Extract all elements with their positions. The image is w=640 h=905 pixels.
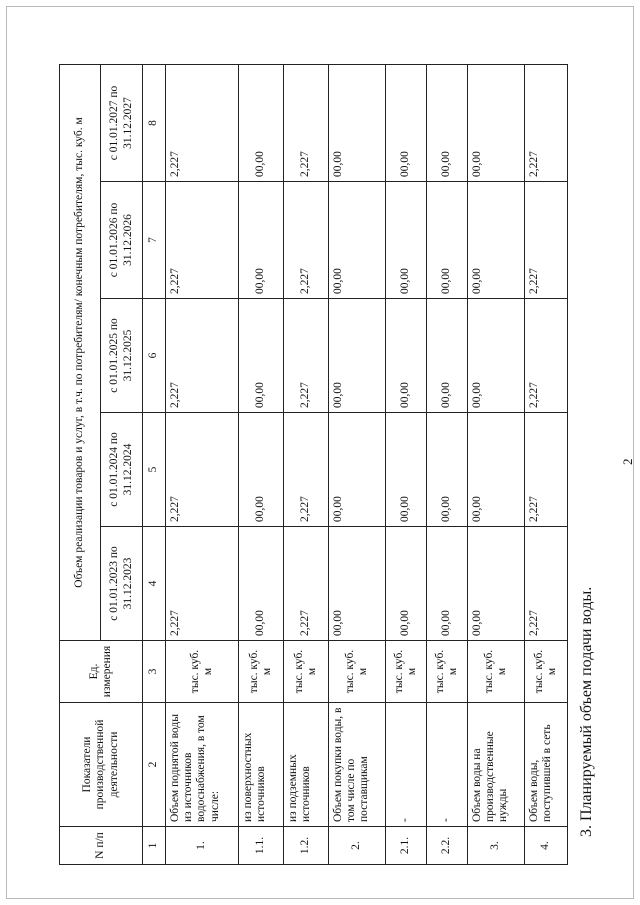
- row-value: 00,00: [239, 299, 284, 413]
- row-value: 2,227: [284, 64, 329, 181]
- row-value: 2,227: [525, 182, 568, 299]
- table-row: [239, 64, 284, 864]
- row-unit: тыс. куб. м: [386, 641, 427, 703]
- row-value: 00,00: [329, 527, 386, 641]
- row-value: 2,227: [525, 299, 568, 413]
- header-period: с 01.01.2026 по 31.12.2026: [101, 182, 143, 299]
- column-number: 4: [143, 527, 166, 641]
- header-indicator: Показатели производственной деятельности: [60, 703, 143, 827]
- row-number: 3.: [468, 827, 525, 865]
- row-unit: тыс. куб. м: [427, 641, 468, 703]
- row-value: 00,00: [386, 527, 427, 641]
- row-value: 00,00: [329, 299, 386, 413]
- page-number: 2: [620, 458, 635, 465]
- row-number: 1.2.: [284, 827, 329, 865]
- row-value: 00,00: [427, 527, 468, 641]
- table-row: [427, 64, 468, 864]
- row-value: 00,00: [329, 182, 386, 299]
- row-indicator: Объем воды на производственные нужды: [468, 703, 525, 827]
- row-unit: тыс. куб. м: [166, 641, 239, 703]
- row-indicator: -: [427, 703, 468, 827]
- row-value: 00,00: [468, 299, 525, 413]
- row-value: 2,227: [284, 182, 329, 299]
- row-unit: тыс. куб. м: [329, 641, 386, 703]
- row-indicator: -: [386, 703, 427, 827]
- row-value: 2,227: [284, 527, 329, 641]
- row-value: 2,227: [284, 413, 329, 527]
- table-row: [166, 64, 239, 864]
- header-period: с 01.01.2023 по 31.12.2023: [101, 527, 143, 641]
- row-value: 00,00: [468, 182, 525, 299]
- row-number: 1.1.: [239, 827, 284, 865]
- row-number: 2.: [329, 827, 386, 865]
- row-value: 00,00: [386, 64, 427, 181]
- row-value: 2,227: [525, 527, 568, 641]
- header-volume-group: Объем реализации товаров и услуг, в т.ч. по потребителям/ конечным потребителям, тыс. куб. м: [60, 64, 101, 640]
- row-value: 00,00: [468, 64, 525, 181]
- table-row: [386, 64, 427, 864]
- column-number: 2: [143, 703, 166, 827]
- header-period: с 01.01.2027 по 31.12.2027: [101, 64, 143, 181]
- row-value: 00,00: [329, 413, 386, 527]
- row-unit: тыс. куб. м: [468, 641, 525, 703]
- column-number: 7: [143, 182, 166, 299]
- row-indicator: Объем воды, поступившей в сеть: [525, 703, 568, 827]
- row-value: 00,00: [427, 299, 468, 413]
- row-value: 2,227: [284, 299, 329, 413]
- table-row: [525, 64, 568, 864]
- row-value: 00,00: [386, 182, 427, 299]
- row-value: 2,227: [166, 299, 239, 413]
- row-indicator: из подземных источников: [284, 703, 329, 827]
- section-title: 3. Планируемый объем подачи воды.: [578, 586, 595, 837]
- row-value: 2,227: [525, 413, 568, 527]
- row-value: 00,00: [468, 413, 525, 527]
- row-number: 4.: [525, 827, 568, 865]
- row-value: 2,227: [166, 527, 239, 641]
- column-number: 3: [143, 641, 166, 703]
- row-value: 00,00: [468, 527, 525, 641]
- row-number: 2.2.: [427, 827, 468, 865]
- row-value: 00,00: [427, 64, 468, 181]
- header-num: N п/п: [60, 827, 143, 865]
- row-value: 00,00: [239, 64, 284, 181]
- header-unit: Ед. измерения: [60, 641, 143, 703]
- row-value: 00,00: [239, 413, 284, 527]
- table-row: [468, 64, 525, 864]
- row-value: 00,00: [427, 182, 468, 299]
- row-unit: тыс. куб. м: [284, 641, 329, 703]
- row-value: 00,00: [427, 413, 468, 527]
- row-number: 2.1.: [386, 827, 427, 865]
- row-value: 00,00: [239, 527, 284, 641]
- column-number: 6: [143, 299, 166, 413]
- row-indicator: Объем покупки воды, в том числе по поставщикам: [329, 703, 386, 827]
- row-unit: тыс. куб. м: [525, 641, 568, 703]
- column-number: 1: [143, 827, 166, 865]
- row-value: 2,227: [166, 413, 239, 527]
- row-value: 00,00: [239, 182, 284, 299]
- table-row: [284, 64, 329, 864]
- table-row: [329, 64, 386, 864]
- row-indicator: из поверхностных источников: [239, 703, 284, 827]
- row-value: 00,00: [329, 64, 386, 181]
- row-value: 2,227: [166, 182, 239, 299]
- row-value: 2,227: [166, 64, 239, 181]
- column-number: 8: [143, 64, 166, 181]
- column-number: 5: [143, 413, 166, 527]
- header-period: с 01.01.2024 по 31.12.2024: [101, 413, 143, 527]
- column-numbers-row: [143, 64, 166, 864]
- water-supply-volume-table: [59, 64, 568, 865]
- row-unit: тыс. куб. м: [239, 641, 284, 703]
- row-value: 00,00: [386, 299, 427, 413]
- row-value: 00,00: [386, 413, 427, 527]
- header-period: с 01.01.2025 по 31.12.2025: [101, 299, 143, 413]
- row-value: 2,227: [525, 64, 568, 181]
- row-number: 1.: [166, 827, 239, 865]
- header-row-top: [60, 64, 101, 864]
- row-indicator: Объем поднятой воды из источников водоснабжения, в том числе:: [166, 703, 239, 827]
